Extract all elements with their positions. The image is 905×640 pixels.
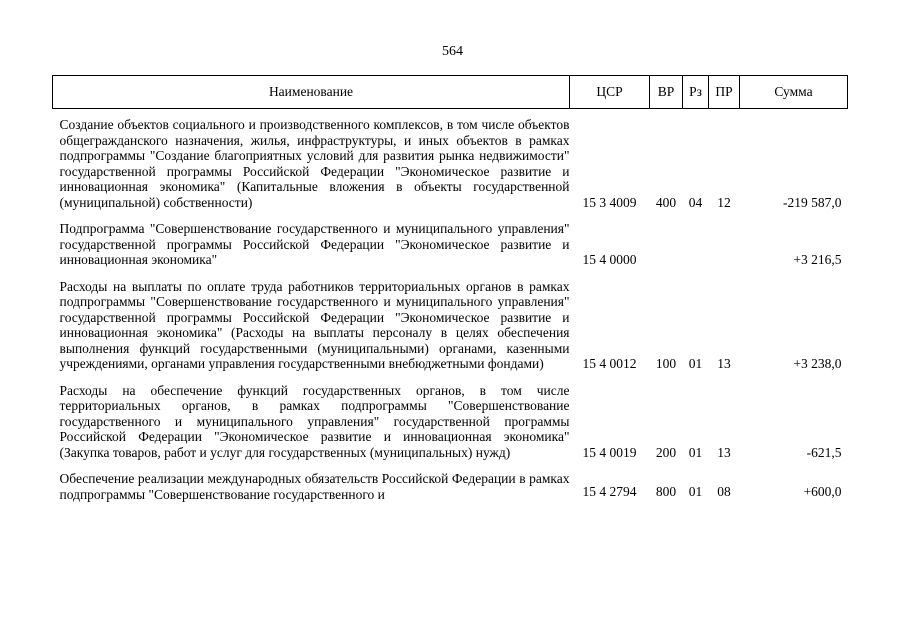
table-row [53, 375, 848, 464]
budget-table [52, 75, 848, 502]
table-body [53, 109, 848, 503]
row-sum: +600,0 [803, 483, 842, 499]
header-name: Наименование [53, 76, 570, 109]
row-vr: 200 [655, 444, 677, 460]
row-pr: 13 [717, 444, 731, 460]
table-row [53, 271, 848, 375]
row-csr: 15 4 0012 [582, 356, 637, 371]
row-name: Обеспечение реализации международных обязательств Российской Федерации в рамках подпрограммы "Совершенствование государственного и [59, 471, 570, 502]
row-csr: 15 4 0000 [582, 252, 637, 267]
row-vr: 400 [655, 194, 677, 210]
header-row [53, 76, 848, 109]
header-vr: ВР [650, 76, 683, 109]
row-sum: -219 587,0 [783, 194, 842, 210]
row-sum: +3 238,0 [793, 356, 842, 371]
row-sum: -621,5 [806, 444, 842, 460]
row-name: Расходы на выплаты по оплате труда работников территориальных органов в рамках подпрограммы "Совершенствование государственного и муниципального управления" государственной программы Российской Федерации "Экономическое развитие и инновационная экономика" (Расходы на выплаты персоналу в целях обеспечения выполнения функций государственными (муниципальными) органами, казенными учреждениями, органами управления государственными внебюджетными фондами) [59, 278, 570, 371]
row-vr: 800 [655, 483, 677, 499]
row-csr: 15 4 0019 [582, 444, 637, 460]
row-sum: +3 216,5 [793, 252, 842, 267]
header-pr: ПР [709, 76, 740, 109]
header-rz: Рз [683, 76, 709, 109]
page-number: 564 [442, 44, 463, 59]
row-pr: 12 [717, 194, 731, 210]
header-csr: ЦСР [570, 76, 650, 109]
row-name: Создание объектов социального и производственного комплексов, в том числе объектов общегражданского назначения, жилья, инфраструктуры, и иных объектов в рамках подпрограммы "Создание благоприятных условий для развития рынка недвижимости" государственной программы Российской Федерации "Экономическое развитие и инновационная экономика" (Капитальные вложения в объекты государственной (муниципальной) собственности) [59, 117, 570, 210]
row-pr [709, 213, 740, 271]
row-rz: 01 [688, 356, 703, 371]
row-csr: 15 3 4009 [582, 194, 637, 210]
row-rz [683, 213, 709, 271]
table-header [53, 76, 848, 109]
row-csr: 15 4 2794 [582, 483, 637, 499]
row-pr: 13 [717, 356, 731, 371]
row-name: Расходы на обеспечение функций государственных органов, в том числе территориальных органов, в рамках подпрограммы "Совершенствование государственного и муниципального управления" государственной программы Российской Федерации "Экономическое развитие и инновационная экономика" (Закупка товаров, работ и услуг для государственных (муниципальных) нужд) [59, 382, 570, 460]
row-rz: 01 [688, 444, 703, 460]
row-rz: 01 [688, 483, 703, 499]
row-pr: 08 [717, 483, 731, 499]
row-vr [650, 213, 683, 271]
table-row [53, 213, 848, 271]
row-name: Подпрограмма "Совершенствование государственного и муниципального управления" государственной программы Российской Федерации "Экономическое развитие и инновационная экономика" [59, 221, 570, 267]
row-vr: 100 [655, 356, 677, 371]
header-sum: Сумма [740, 76, 848, 109]
row-rz: 04 [688, 194, 703, 210]
table-row [53, 109, 848, 214]
table-row [53, 463, 848, 502]
